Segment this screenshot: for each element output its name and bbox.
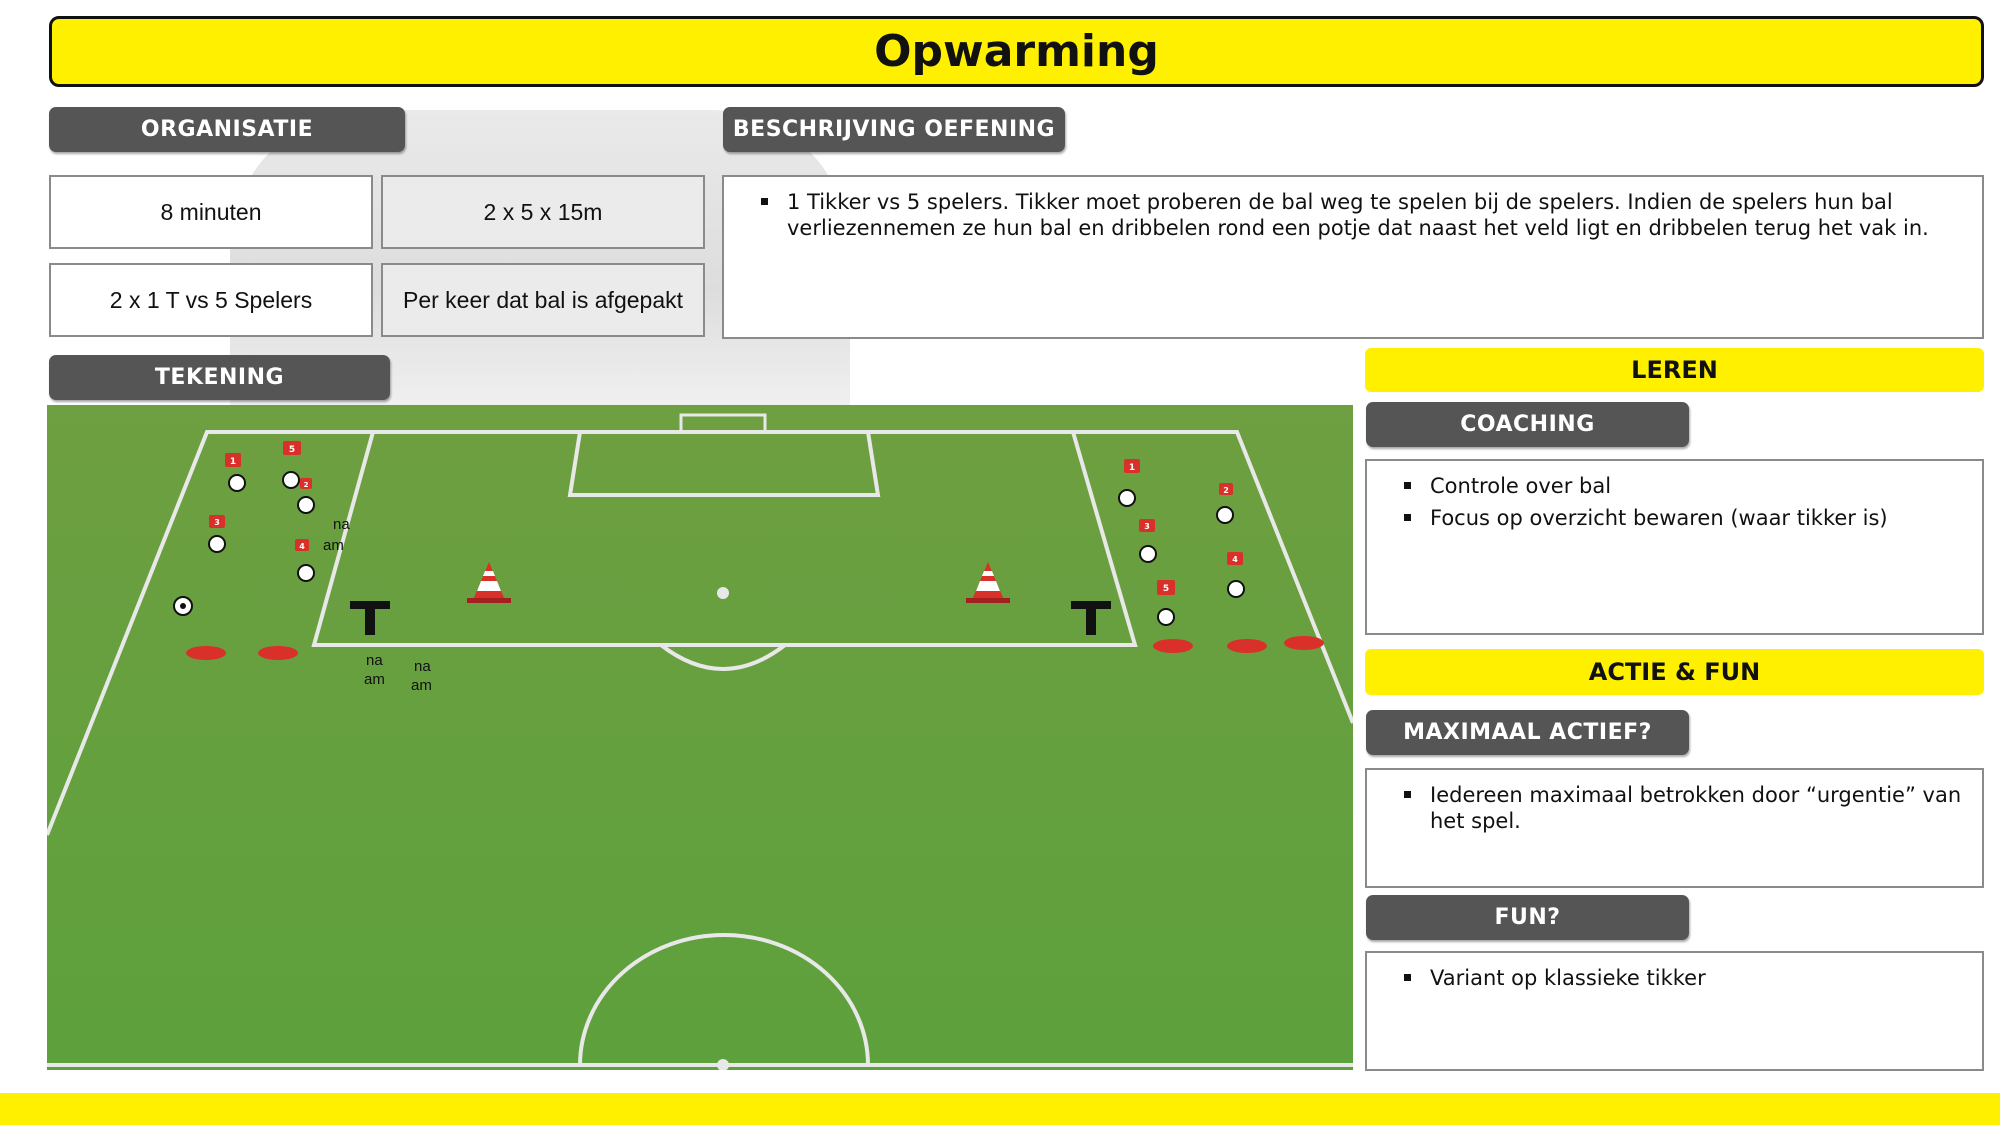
leren-header: LEREN bbox=[1365, 348, 1984, 392]
maximaal-actief-panel bbox=[1365, 768, 1984, 888]
svg-text:5: 5 bbox=[1162, 584, 1170, 594]
organisatie-duration: 8 minuten bbox=[49, 175, 373, 249]
coaching-item: Focus op overzicht bewaren (waar tikker is) bbox=[1430, 506, 1888, 530]
coaching-list bbox=[1397, 473, 1962, 531]
name-label: am bbox=[323, 537, 344, 554]
name-label: am bbox=[411, 677, 432, 694]
beschrijving-panel bbox=[722, 175, 1984, 339]
fun-panel bbox=[1365, 951, 1984, 1071]
marker-disc-icon bbox=[186, 646, 226, 660]
bullet-icon bbox=[1404, 974, 1411, 981]
svg-text:2: 2 bbox=[1223, 486, 1229, 495]
tekening-tab: TEKENING bbox=[49, 355, 390, 400]
pitch-svg bbox=[47, 405, 1353, 1070]
name-label: na bbox=[333, 516, 350, 533]
organisatie-switch-rule: Per keer dat bal is afgepakt bbox=[381, 263, 705, 337]
svg-text:2: 2 bbox=[303, 481, 309, 489]
page-title-bar bbox=[49, 16, 1984, 87]
svg-text:4: 4 bbox=[1232, 555, 1238, 564]
list-item bbox=[1397, 782, 1962, 834]
coaching-item: Controle over bal bbox=[1430, 474, 1612, 498]
beschrijving-list bbox=[754, 189, 1962, 241]
marker-disc-icon bbox=[1284, 636, 1324, 650]
footer-bar bbox=[0, 1093, 2000, 1125]
organisatie-tab: ORGANISATIE bbox=[49, 107, 405, 152]
name-label: na bbox=[366, 652, 383, 669]
list-item bbox=[754, 189, 1962, 241]
maximaal-list bbox=[1397, 782, 1962, 834]
bullet-icon bbox=[1404, 482, 1411, 489]
marker-disc-icon bbox=[258, 646, 298, 660]
list-item bbox=[1397, 965, 1962, 991]
fun-item: Variant op klassieke tikker bbox=[1430, 966, 1706, 990]
marker-disc-icon bbox=[1227, 639, 1267, 653]
svg-text:3: 3 bbox=[1144, 522, 1150, 531]
pitch-drawing bbox=[47, 405, 1353, 1070]
maximaal-actief-tab: MAXIMAAL ACTIEF? bbox=[1366, 710, 1689, 755]
svg-text:3: 3 bbox=[214, 518, 220, 527]
bullet-icon bbox=[761, 198, 768, 205]
list-item bbox=[1397, 505, 1962, 531]
beschrijving-tab: BESCHRIJVING OEFENING bbox=[723, 107, 1065, 152]
actie-fun-header: ACTIE & FUN bbox=[1365, 649, 1984, 695]
svg-text:4: 4 bbox=[299, 542, 305, 551]
organisatie-field-size: 2 x 5 x 15m bbox=[381, 175, 705, 249]
pot-icon bbox=[174, 597, 192, 615]
pitch-grass bbox=[47, 405, 1353, 1070]
name-label: am bbox=[364, 671, 385, 688]
svg-text:1: 1 bbox=[1128, 463, 1136, 473]
svg-text:5: 5 bbox=[288, 445, 296, 455]
fun-list bbox=[1397, 965, 1962, 991]
coaching-tab: COACHING bbox=[1366, 402, 1689, 447]
list-item bbox=[1397, 473, 1962, 499]
page-title: Opwarming bbox=[874, 26, 1159, 77]
bullet-icon bbox=[1404, 791, 1411, 798]
beschrijving-text: 1 Tikker vs 5 spelers. Tikker moet proberen de bal weg te spelen bij de spelers. Indien de spelers hun bal verliezennemen ze hun bal en dribbelen rond een potje dat naast het veld ligt en dribbelen terug het vak in. bbox=[787, 190, 1929, 240]
svg-text:1: 1 bbox=[229, 457, 237, 467]
fun-tab: FUN? bbox=[1366, 895, 1689, 940]
marker-disc-icon bbox=[1153, 639, 1193, 653]
organisatie-players: 2 x 1 T vs 5 Spelers bbox=[49, 263, 373, 337]
maximaal-item: Iedereen maximaal betrokken door “urgentie” van het spel. bbox=[1430, 783, 1962, 833]
penalty-spot bbox=[717, 587, 729, 599]
coaching-panel bbox=[1365, 459, 1984, 635]
name-label: na bbox=[414, 658, 431, 675]
bullet-icon bbox=[1404, 514, 1411, 521]
